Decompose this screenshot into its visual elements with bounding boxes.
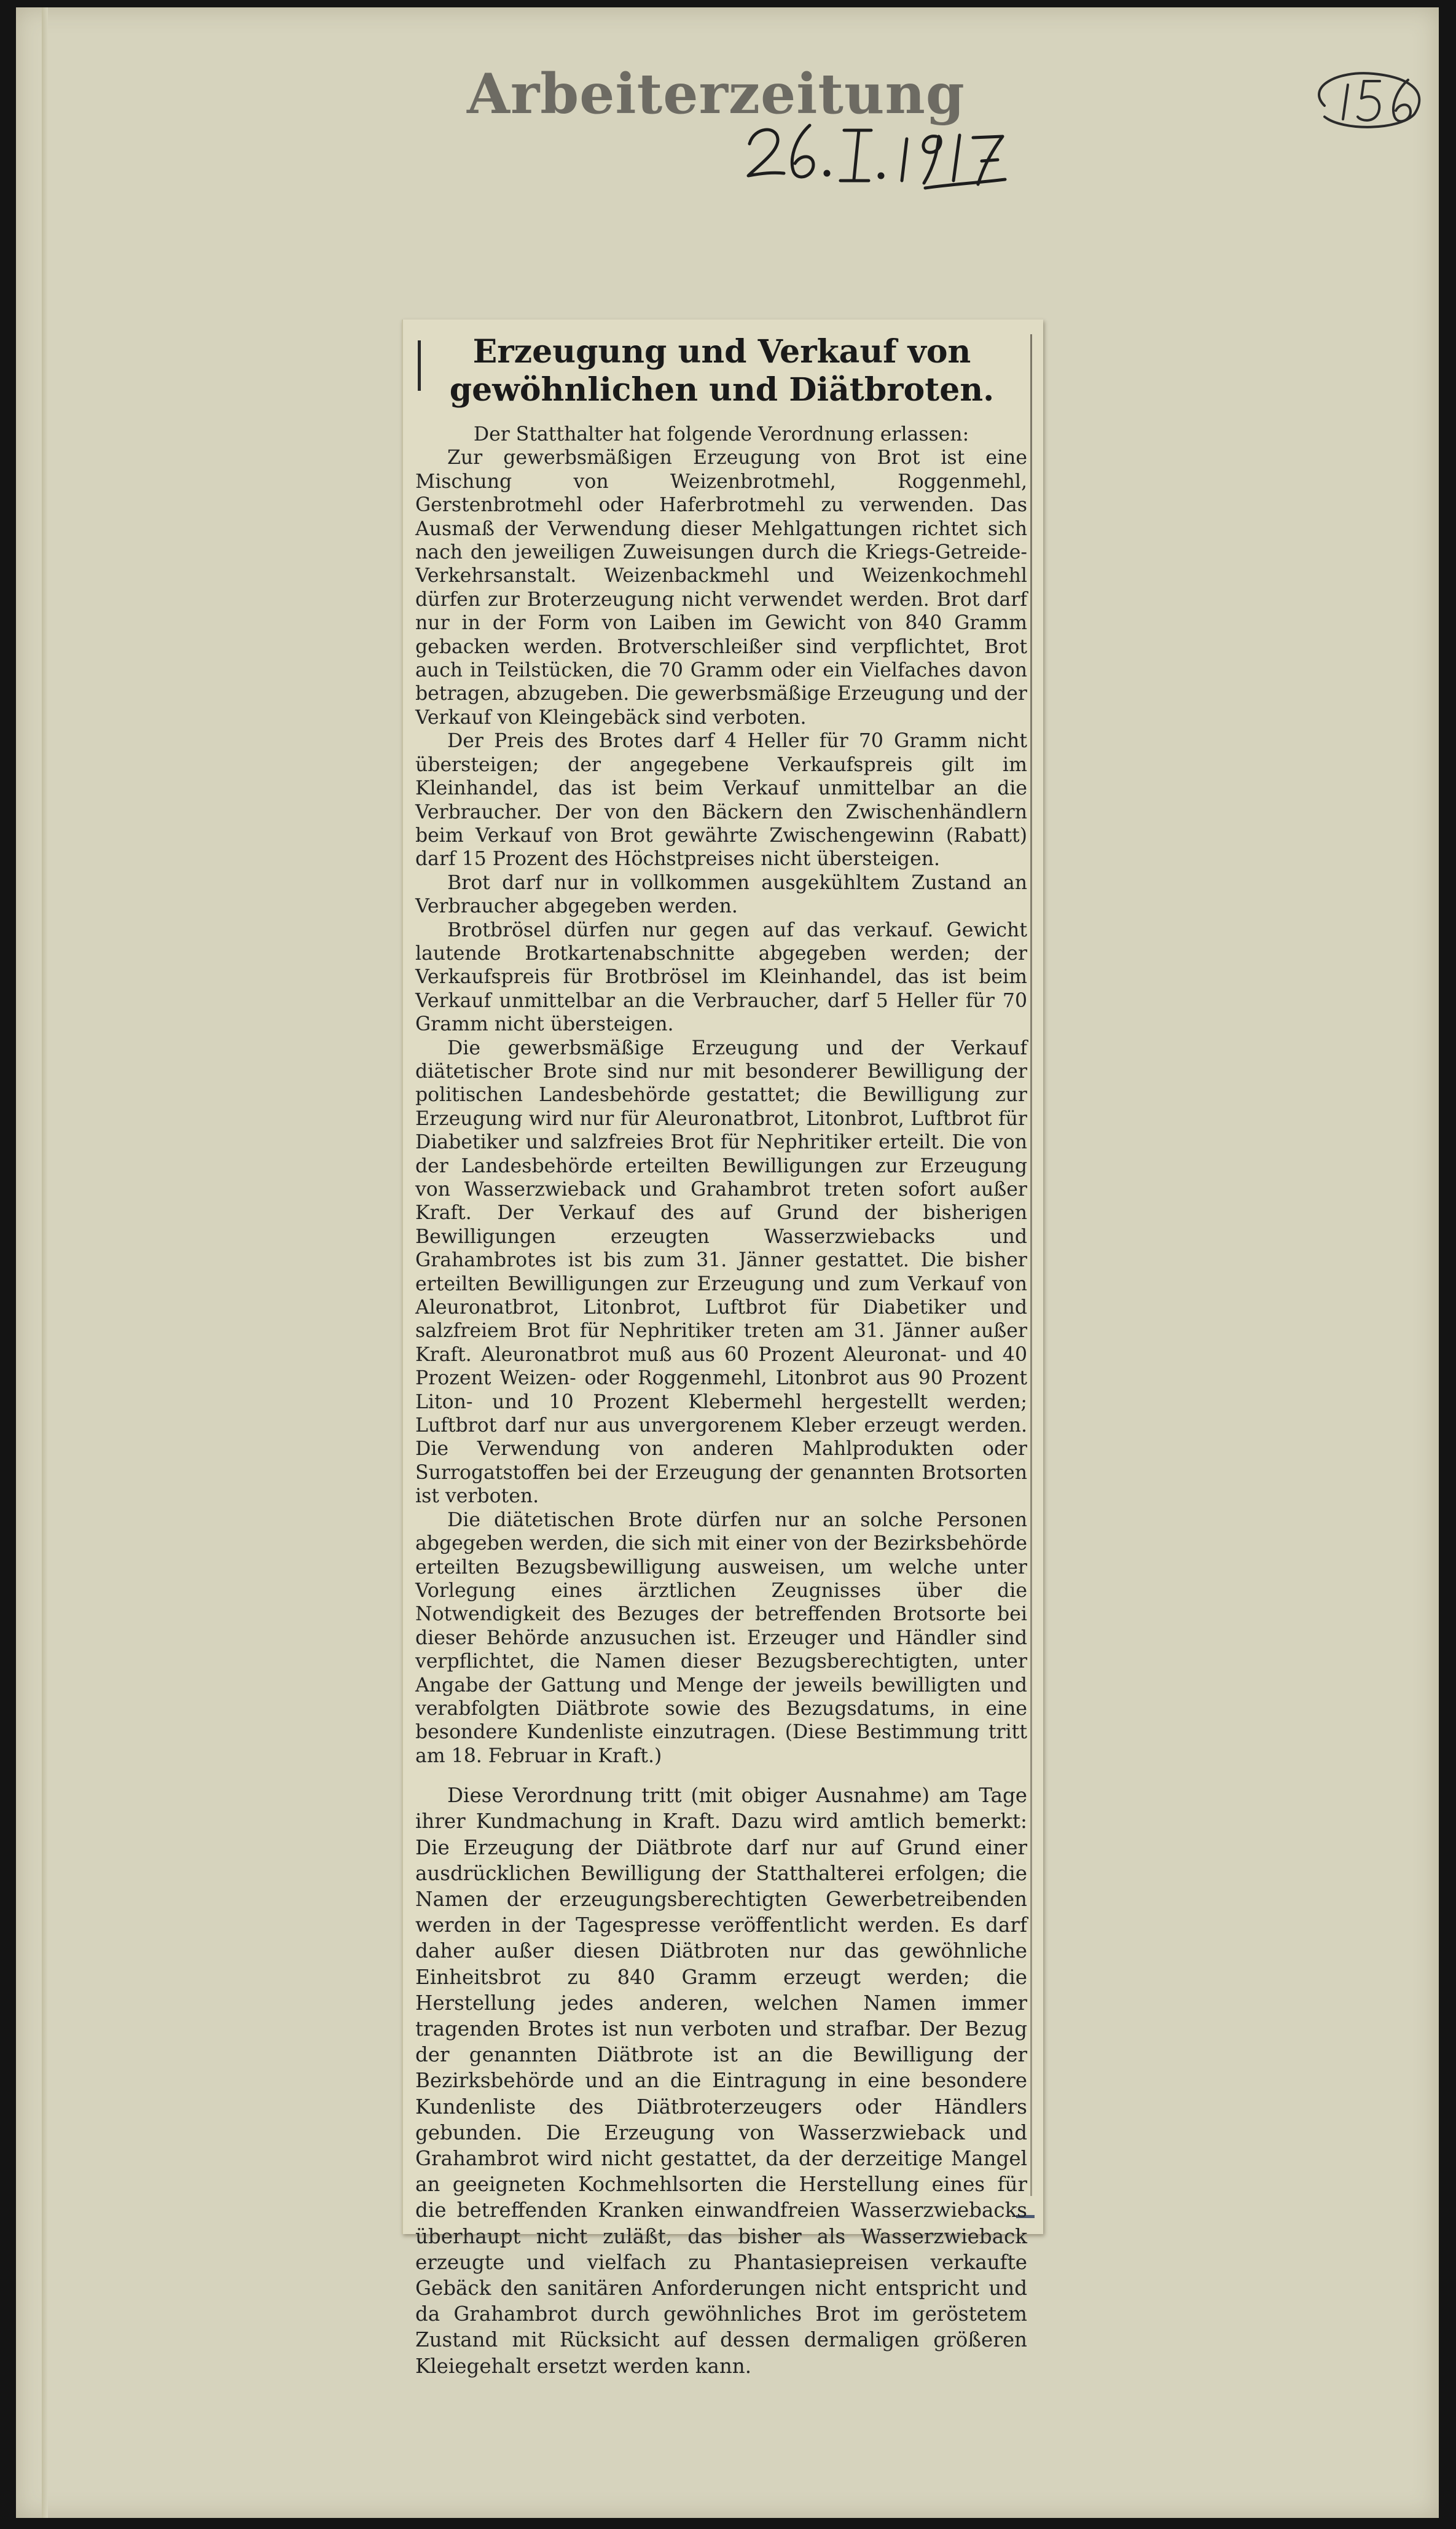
article-headline: Erzeugung und Verkauf von gewöhnlichen und Diätbroten.: [449, 333, 995, 409]
paragraph-intro: Der Statthalter hat folgende Verordnung erlassen:: [473, 423, 969, 445]
paragraph: Zur gewerbsmäßigen Erzeugung von Brot ist eine Mischung von Weizenbrotmehl, Roggenmehl, Gerstenbrotmehl oder Haferbrotmehl zu verwenden. Das Ausmaß der Verwendung dieser Mehlgattungen richtet sich nach den jeweiligen Zuweisungen durch die Kriegs-Getreide-Verkehrsanstalt. Weizenbackmehl und Weizenkochmehl dürfen zur Broterzeugung nicht verwendet werden. Brot darf nur in der Form von Laiben im Gewicht von 840 Gramm gebacken werden. Brotverschleißer sind verpflichtet, Brot auch in Teilstücken, die 70 Gramm oder ein Vielfaches davon betragen, abzugeben. Die gewerbsmäßige Erzeugung und der Verkauf von Kleingebäck sind verboten.: [415, 447, 1027, 729]
paragraph: Die diätetischen Brote dürfen nur an solche Personen abgegeben werden, die sich mit einer von der Bezirksbehörde erteilten Bezugsbewilligung ausweisen, um welche unter Vorlegung eines ärztlichen Zeugnisses über die Notwendigkeit des Bezuges der betreffenden Brotsorte bei dieser Behörde anzusuchen ist. Erzeuger und Händler sind verpflichtet, die Namen dieser Bezugsberechtigten, unter Angabe der Gattung und Menge der jeweils bewilligten und verabfolgten Diätbrote sowie des Bezugsdatums, in eine besondere Kundenliste einzutragen. (Diese Bestimmung tritt am 18. Februar in Kraft.): [415, 1508, 1027, 1767]
paper-edge: [42, 7, 48, 2518]
paragraph: Brot darf nur in vollkommen ausgekühltem Zustand an Verbraucher abgegeben werden.: [415, 871, 1027, 918]
paragraph: Brotbrösel dürfen nur gegen auf das verkauf. Gewicht lautende Brotkartenabschnitte abgegeben werden; der Verkaufspreis für Brotbrösel im Kleinhandel, das ist beim Verkauf unmittelbar an die Verbraucher, darf 5 Heller für 70 Gramm nicht übersteigen.: [415, 919, 1027, 1036]
newspaper-name-stamp: Arbeiterzeitung: [467, 61, 965, 127]
paragraph-official-note: Diese Verordnung tritt (mit obiger Ausnahme) am Tage ihrer Kundmachung in Kraft. Dazu wird amtlich bemerkt: Die Erzeugung der Diätbrote darf nur auf Grund einer ausdrücklichen Bewilligung der Statthalterei erfolgen; die Namen der erzeugungsberechtigten Gewerbetreibenden werden in der Tagespresse veröffentlicht werden. Es darf daher außer diesen Diätbroten nur das gewöhnliche Einheitsbrot zu 840 Gramm erzeugt werden; die Herstellung jedes anderen, welchen Namen immer tragenden Brotes ist nun verboten und strafbar. Der Bezug der genannten Diätbrote ist an die Bewilligung der Bezirksbehörde und an die Eintragung in eine besondere Kundenliste des Diätbroterzeugers oder Händlers gebunden. Die Erzeugung von Wasserzwieback und Grahambrot wird nicht gestattet, da der derzeitige Mangel an geeigneten Kochmehlsorten die Herstellung eines für die betreffenden Kranken einwandfreien Wasserzwiebacks überhaupt nicht zuläßt, das bisher als Wasserzwieback erzeugte und vielfach zu Phantasiepreisen verkaufte Gebäck den sanitären Anforderungen nicht entspricht und da Grahambrot durch gewöhnliches Brot im geröstetem Zustand mit Rücksicht auf dessen dermaligen größeren Kleiegehalt ersetzt werden kann.: [415, 1784, 1027, 2378]
paragraph: Der Preis des Brotes darf 4 Heller für 70 Gramm nicht übersteigen; der angegebene Verkaufspreis gilt im Kleinhandel, das ist beim Verkauf unmittelbar an die Verbraucher. Der von den Bäckern den Zwischenhändlern beim Verkauf von Brot gewährte Zwischengewinn (Rabatt) darf 15 Prozent des Höchstpreises nicht übersteigen.: [415, 730, 1027, 871]
paragraph: Die gewerbsmäßige Erzeugung und der Verkauf diätetischer Brote sind nur mit besonderer Bewilligung der politischen Landesbehörde gestattet; die Bewilligung zur Erzeugung wird nur für Aleuronatbrot, Litonbrot, Luftbrot für Diabetiker und salzfreies Brot für Nephritiker erteilt. Die von der Landesbehörde erteilten Bewilligungen zur Erzeugung von Wasserzwieback und Grahambrot treten sofort außer Kraft. Der Verkauf des auf Grund der bisherigen Bewilligungen erzeugten Wasserzwiebacks und Grahambrotes ist bis zum 31. Jänner gestattet. Die bisher erteilten Bewilligungen zur Erzeugung und zum Verkauf von Aleuronatbrot, Litonbrot, Luftbrot für Diabetiker und salzfreiem Brot für Nephritiker treten am 31. Jänner außer Kraft. Aleuronatbrot muß aus 60 Prozent Aleuronat- und 40 Prozent Weizen- oder Roggenmehl, Litonbrot aus 90 Prozent Liton- und 10 Prozent Klebermehl hergestellt werden; Luftbrot darf nur aus unvergorenem Kleber erzeugt werden. Die Verwendung von anderen Mahlprodukten oder Surrogatstoffen bei der Erzeugung der genannten Brotsorten ist verboten.: [415, 1037, 1027, 1508]
archive-sheet: [16, 7, 1439, 2518]
article-body: [415, 423, 1027, 2379]
clipping-left-rule: [418, 340, 421, 391]
clipping-right-rule: [1030, 334, 1032, 2196]
newspaper-clipping: [402, 320, 1043, 2378]
handwritten-date: [741, 112, 1024, 192]
handwritten-folio-number: [1300, 63, 1435, 136]
